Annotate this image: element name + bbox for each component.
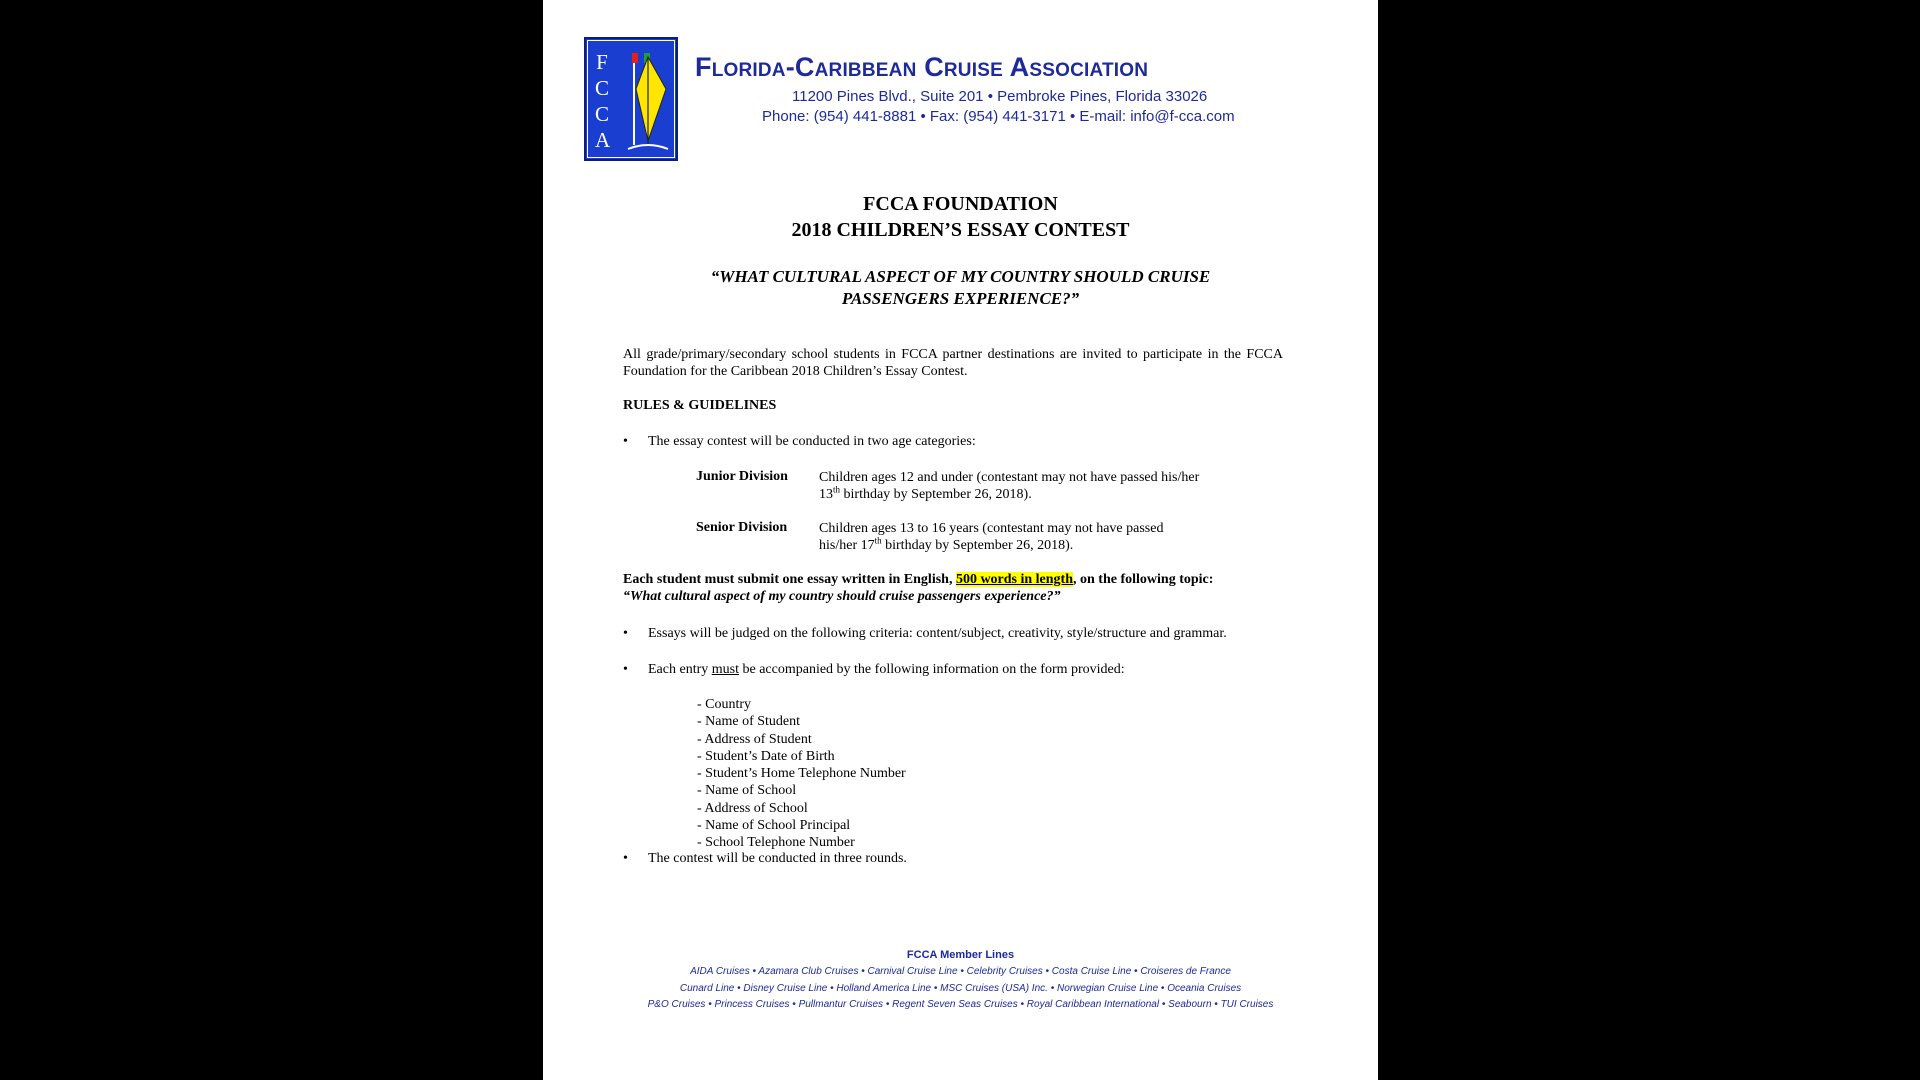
list-item: - Address of Student [697, 731, 812, 747]
bullet-dot: • [623, 626, 628, 641]
footer-member-lines-3: P&O Cruises • Princess Cruises • Pullmantur Cruises • Regent Seven Seas Cruises • Royal Caribbean International • Seabourn • TUI Cruises [647, 999, 1274, 1010]
senior-division-label: Senior Division [696, 520, 788, 535]
org-address: 11200 Pines Blvd., Suite 201 • Pembroke Pines, Florida 33026 [792, 88, 1208, 105]
logo-letters: F C C A [595, 50, 611, 152]
list-item: - Name of School Principal [697, 818, 851, 834]
list-item: - Name of Student [697, 714, 801, 730]
footer-title: FCCA Member Lines [906, 949, 1015, 961]
contest-question-line-2: PASSENGERS EXPERIENCE?” [841, 289, 1080, 308]
list-item: - Address of School [697, 800, 808, 816]
doc-title-foundation: FCCA FOUNDATION [863, 193, 1058, 215]
submission-requirement: Each student must submit one essay written in English, 500 words in length, on the following topic: [623, 572, 1214, 587]
list-item: - School Telephone Number [697, 835, 855, 851]
footer-member-lines-2: Cunard Line • Disney Cruise Line • Holland America Line • MSC Cruises (USA) Inc. • Norwegian Cruise Line • Oceania Cruises [679, 983, 1242, 994]
junior-division-label: Junior Division [696, 469, 788, 484]
rules-heading: RULES & GUIDELINES [623, 398, 777, 413]
list-item: - Student’s Date of Birth [697, 748, 835, 764]
highlighted-word-count: 500 words in length [955, 572, 1074, 587]
org-contact: Phone: (954) 441-8881 • Fax: (954) 441-3171 • E-mail: info@f-cca.com [762, 108, 1235, 125]
bullet-dot: • [623, 851, 628, 866]
fcca-logo [584, 37, 678, 161]
senior-division-text: Children ages 13 to 16 years (contestant may not have passed his/her 17th birthday by September 26, 2018). [819, 521, 1164, 553]
list-item: - Name of School [697, 783, 797, 799]
doc-title-contest: 2018 CHILDREN’S ESSAY CONTEST [791, 219, 1130, 241]
ship-icon [622, 45, 674, 157]
bullet-text: Essays will be judged on the following criteria: content/subject, creativity, style/structure and grammar. [648, 626, 1227, 641]
bullet-dot: • [623, 434, 628, 449]
org-name: Florida-Caribbean Cruise Association [695, 52, 1149, 82]
bullet-text: The essay contest will be conducted in two age categories: [648, 434, 976, 449]
list-item: - Country [697, 697, 752, 712]
list-item: - Student’s Home Telephone Number [697, 766, 906, 782]
footer-member-lines-1: AIDA Cruises • Azamara Club Cruises • Carnival Cruise Line • Celebrity Cruises • Costa Cruise Line • Croiseres de France [690, 966, 1231, 977]
contest-question-line-1: “WHAT CULTURAL ASPECT OF MY COUNTRY SHOULD CRUISE [710, 267, 1211, 286]
document-page [543, 0, 1378, 1080]
bullet-text: The contest will be conducted in three rounds. [648, 851, 907, 866]
essay-topic: “What cultural aspect of my country should cruise passengers experience?” [623, 589, 1061, 604]
required-info-list [697, 696, 906, 852]
bullet-text: Each entry must be accompanied by the following information on the form provided: [648, 662, 1125, 677]
bullet-dot: • [623, 662, 628, 677]
intro-paragraph: All grade/primary/secondary school students in FCCA partner destinations are invited to participate in the FCCA Foundation for the Caribbean 2018 Children’s Essay Contest. [623, 347, 1283, 379]
junior-division-text: Children ages 12 and under (contestant may not have passed his/her 13th birthday by September 26, 2018). [819, 470, 1200, 502]
